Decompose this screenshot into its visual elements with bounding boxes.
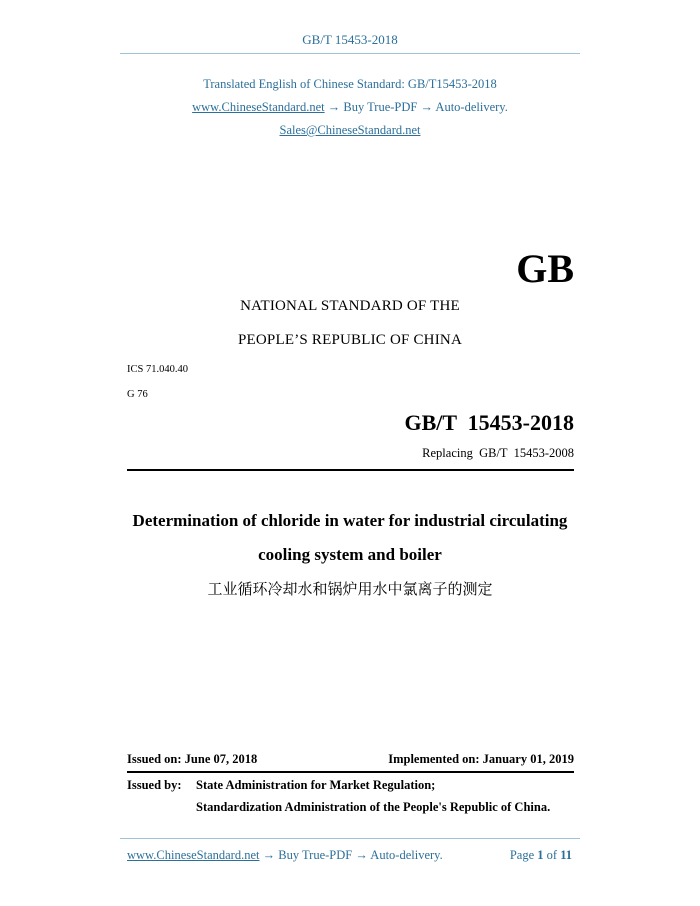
page-label: Page [509, 848, 535, 862]
replacing-standard: Replacing GB/T 15453-2008 [422, 446, 574, 460]
ics-code: ICS 71.040.40 [127, 364, 188, 375]
page-number [510, 848, 572, 863]
gb-logo: GB [516, 246, 574, 291]
issued-on-date: Issued on: June 07, 2018 [127, 752, 258, 766]
footer-buy-text: → Buy True-PDF → Auto-delivery. [259, 848, 443, 862]
dates-rule [127, 771, 574, 773]
header-divider [120, 53, 580, 54]
footer-buy-line [127, 848, 443, 863]
promo-email-line [0, 123, 700, 138]
document-title-line2: cooling system and boiler [258, 545, 442, 564]
email-link[interactable]: Sales@ChineseStandard.net [279, 123, 421, 137]
issued-by-label: Issued by: [127, 778, 182, 792]
footer-divider [120, 838, 580, 839]
promo-buy-line [0, 100, 700, 115]
title-top-rule [127, 469, 574, 471]
promo-translation-line: Translated English of Chinese Standard: GB/T15453-2018 [203, 77, 497, 91]
implemented-on-date: Implemented on: January 01, 2019 [388, 752, 574, 766]
header-standard-code: GB/T 15453-2018 [302, 32, 398, 47]
page-of: of [546, 848, 558, 862]
issuing-authority-2: Standardization Administration of the People's Republic of China. [196, 800, 551, 814]
site-link[interactable]: www.ChineseStandard.net [192, 100, 325, 114]
issuing-authority-1: State Administration for Market Regulation; [196, 778, 436, 792]
ccs-code: G 76 [127, 389, 148, 400]
document-title-chinese: 工业循环冷却水和锅炉用水中氯离子的测定 [207, 580, 493, 598]
standard-number: GB/T 15453-2018 [404, 410, 574, 435]
national-standard-line2: PEOPLE’S REPUBLIC OF CHINA [238, 332, 462, 348]
document-title-line1: Determination of chloride in water for industrial circulating [132, 511, 568, 530]
footer-site-link[interactable]: www.ChineseStandard.net [127, 848, 260, 862]
promo-buy-text: → Buy True-PDF → Auto-delivery. [324, 100, 508, 114]
page-current: 1 [537, 848, 544, 862]
national-standard-line1: NATIONAL STANDARD OF THE [240, 298, 460, 314]
page-total: 11 [560, 848, 572, 862]
